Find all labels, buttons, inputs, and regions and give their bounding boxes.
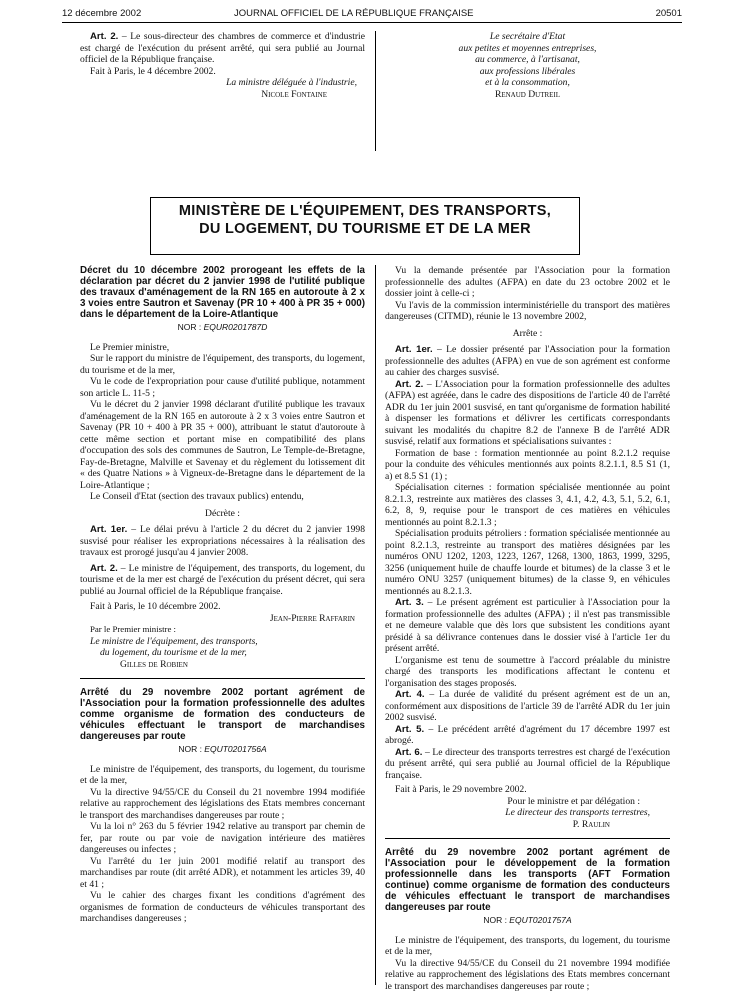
ministry-banner	[150, 197, 580, 255]
paragraph: Spécialisation citernes : formation spécialisée mentionnée au point 8.2.1.3, restreinte aux matières des classes 3, 4.1, 4.2, 4.3, 5.1, 5.2, 6.1, 6.2, 8, 9, requise pour le transport de ces matières en véhicules mentionnés au point 8.2.1.3 ;	[385, 482, 670, 528]
role-line: Le secrétaire d'Etat	[385, 31, 670, 43]
article-text: – Le délai prévu à l'article 2 du décret du 2 janvier 1998 susvisé pour réaliser les expropriations nécessaires à la réalisation des travaux est prorogé jusqu'au 4 janvier 2008.	[80, 524, 365, 558]
ministry-line: MINISTÈRE DE L'ÉQUIPEMENT, DES TRANSPORTS,	[151, 202, 579, 220]
ministry-line: DU LOGEMENT, DU TOURISME ET DE LA MER	[151, 220, 579, 238]
article-label: Art. 6.	[395, 747, 422, 758]
signatory-name: P. Raulin	[385, 819, 670, 831]
paragraph: Vu le code de l'expropriation pour cause d'utilité publique, notamment son article L. 11-5 ;	[80, 376, 365, 399]
article-label: Art. 4.	[395, 689, 425, 700]
par-line: Par le Premier ministre :	[80, 624, 365, 636]
paragraph: Formation de base : formation mentionnée au point 8.2.1.2 requise pour la conduite des véhicules mentionnés aux points 8.2.1.1, 8.5 S1 (1, a) et 8.5 S1 (1) ;	[385, 448, 670, 483]
nor-reference	[385, 915, 670, 927]
paragraph: Le Conseil d'Etat (section des travaux publics) entendu,	[80, 491, 365, 503]
article-text: – Le présent agrément est particulier à l'Association pour la formation professionnelle des adultes (AFPA) ; il n'est pas transmissible et ne demeure valable que dès lors que subsistent les conditions ayant présidé à sa délivrance contenues dans le dossier visé à l'article 1er du présent arrêté.	[385, 597, 670, 654]
article-text: – Le ministre de l'équipement, des transports, du logement, du tourisme et de la mer est chargé de l'exécution du présent décret, qui sera publié au Journal officiel de la République française.	[80, 563, 365, 597]
fait-line: Fait à Paris, le 4 décembre 2002.	[80, 66, 365, 78]
paragraph: Vu la loi n° 263 du 5 février 1942 relative au transport par chemin de fer, par route ou par voie de navigation intérieure des matières dangereuses ou infectes ;	[80, 821, 365, 856]
section-divider	[385, 838, 670, 839]
fait-line: Fait à Paris, le 29 novembre 2002.	[385, 784, 670, 796]
header-journal: JOURNAL OFFICIEL DE LA RÉPUBLIQUE FRANÇAISE	[234, 8, 474, 19]
paragraph: Le ministre de l'équipement, des transports, du logement, du tourisme et de la mer,	[80, 764, 365, 787]
nor-code: EQUR0201787D	[204, 322, 268, 332]
nor-reference	[80, 322, 365, 334]
nor-label: NOR :	[178, 322, 204, 332]
decree-title: Arrêté du 29 novembre 2002 portant agrément de l'Association pour le développement de la formation professionnelle dans les transports (AFT Formation continue) comme organisme de formation des conducteurs de véhicules effectuant le transport de marchandises dangereuses par route	[385, 847, 670, 913]
paragraph: Vu l'arrêté du 1er juin 2001 modifié relatif au transport des marchandises par route (dit arrêté ADR), et notamment les articles 39, 40 et 41 ;	[80, 856, 365, 891]
nor-label: NOR :	[483, 915, 509, 925]
role-line: au commerce, à l'artisanat,	[385, 54, 670, 66]
article-label: Art. 1er.	[395, 344, 433, 355]
fait-line: Fait à Paris, le 10 décembre 2002.	[80, 601, 365, 613]
left-column	[80, 265, 365, 925]
paragraph: Vu le décret du 2 janvier 1998 déclarant d'utilité publique les travaux d'aménagement de la RN 165 en autoroute à 2 x 3 voies entre Sautron et Savenay (PR 10 + 400 à PR 35 + 000), attribuant le statut d'autoroute à cette même section et portant mise en compatibilité des plans d'occupation des sols des communes de Sautron, Le Temple-de-Bretagne, Fay-de-Bretagne, Malville et Savenay et du règlement du lotissement dit « des Quatre Nations » à Vigneux-de-Bretagne dans le département de la Loire-Atlantique ;	[80, 399, 365, 491]
header-page-number: 20501	[656, 8, 682, 19]
paragraph: Sur le rapport du ministre de l'équipement, des transports, du logement, du tourisme et de la mer,	[80, 353, 365, 376]
section-divider	[80, 678, 365, 679]
role-line: Le ministre de l'équipement, des transports,	[80, 636, 365, 648]
paragraph: Vu la demande présentée par l'Association pour la formation professionnelle des adultes (AFPA) en date du 23 octobre 2002 et le dossier joint à celle-ci ;	[385, 265, 670, 300]
signatory-name: Nicole Fontaine	[80, 89, 365, 101]
paragraph: Le Premier ministre,	[80, 342, 365, 354]
signatory-name: Renaud Dutreil	[385, 89, 670, 101]
role-line: et à la consommation,	[385, 77, 670, 89]
signatory-role: La ministre déléguée à l'industrie,	[80, 77, 365, 89]
column-divider	[375, 31, 376, 151]
article-label: Art. 2.	[395, 379, 423, 390]
signatory-name: Gilles de Robien	[80, 659, 365, 671]
nor-reference	[80, 744, 365, 756]
top-right-block	[385, 31, 670, 100]
paragraph: Le ministre de l'équipement, des transports, du logement, du tourisme et de la mer,	[385, 935, 670, 958]
decree-title: Décret du 10 décembre 2002 prorogeant les effets de la déclaration par décret du 2 janvier 1998 de l'utilité publique des travaux d'aménagement de la RN 165 en autoroute à 2 x 3 voies entre Sautron et Savenay (PR 10 + 400 à PR 35 + 000) dans le département de la Loire-Atlantique	[80, 265, 365, 320]
article-label: Art. 5.	[395, 724, 424, 735]
paragraph: Vu le cahier des charges fixant les conditions d'agrément des organismes de formation de conducteurs de véhicules transportant des marchandises dangereuses ;	[80, 890, 365, 925]
paragraph: Spécialisation produits pétroliers : formation spécialisée mentionnée au point 8.2.1.3, restreinte au transport des matières désignées par les numéros ONU 1202, 1203, 1223, 1267, 1268, 1300, 1863, 1999, 3295, 3256 (uniquement huile de chauffe lourde et bitumes) de la classe 3 et le numéro ONU 3257 (uniquement bitumes) de la classe 9, en véhicules mentionnés au 8.2.1.3.	[385, 528, 670, 597]
role-line: Le directeur des transports terrestres,	[385, 807, 670, 819]
article-label: Art. 2.	[90, 563, 118, 574]
delegation-line: Pour le ministre et par délégation :	[385, 796, 670, 808]
article-text: – Le précédent arrêté d'agrément du 17 décembre 1997 est abrogé.	[385, 724, 670, 747]
paragraph: Vu la directive 94/55/CE du Conseil du 21 novembre 1994 modifiée relative au rapprochement des législations des Etats membres concernant le transport des marchandises dangereuses par route ;	[80, 787, 365, 822]
article-text: – L'Association pour la formation professionnelle des adultes (AFPA) est agréée, dans le cadre des dispositions de l'article 40 de l'arrêté ADR du 1er juin 2001 susvisé, en tant qu'organisme de formation habilité à dispenser les formations et délivrer les certificats correspondants suivant les modalités du chapitre 8.2 de l'annexe B de l'arrêté ADR susvisé, relatif aux formations et spécialisations suivantes :	[385, 379, 670, 448]
role-line: aux professions libérales	[385, 66, 670, 78]
paragraph: Vu l'avis de la commission interministérielle du transport des matières dangereuses (CITMD), réunie le 13 novembre 2002,	[385, 300, 670, 323]
column-divider	[375, 265, 376, 985]
running-header	[62, 8, 682, 23]
nor-code: EQUT0201757A	[509, 915, 571, 925]
article-text: – Le dossier présenté par l'Association pour la formation professionnelle des adultes (AFPA) en vue de son agrément est conforme au cahier des charges susvisé.	[385, 344, 670, 378]
decrete-heading: Décrète :	[80, 508, 365, 520]
article-text: – La durée de validité du présent agrément est de un an, conformément aux dispositions de l'article 39 de l'arrêté ADR du 1er juin 2002 susvisé.	[385, 689, 670, 723]
article-label: Art. 3.	[395, 597, 424, 608]
paragraph: L'organisme est tenu de soumettre à l'accord préalable du ministre chargé des transports les modifications affectant le contenu et l'organisation des stages proposés.	[385, 655, 670, 690]
arrete-heading: Arrête :	[385, 328, 670, 340]
right-column	[385, 265, 670, 992]
nor-label: NOR :	[178, 744, 204, 754]
role-line: aux petites et moyennes entreprises,	[385, 43, 670, 55]
signatory-name: Jean-Pierre Raffarin	[80, 613, 365, 625]
top-left-block	[80, 31, 365, 100]
nor-code: EQUT0201756A	[204, 744, 266, 754]
article-text: – Le sous-directeur des chambres de commerce et d'industrie est chargé de l'exécution du présent arrêté, qui sera publié au Journal officiel de la République française.	[80, 31, 365, 65]
article-text: – Le directeur des transports terrestres est chargé de l'exécution du présent arrêté, qui sera publié au Journal officiel de la République française.	[385, 747, 670, 781]
decree-title: Arrêté du 29 novembre 2002 portant agrément de l'Association pour la formation professionnelle des adultes comme organisme de formation des conducteurs de véhicules effectuant le transport de marchandises dangereuses par route	[80, 687, 365, 742]
paragraph: Vu la directive 94/55/CE du Conseil du 21 novembre 1994 modifiée relative au rapprochement des législations des Etats membres concernant le transport des marchandises dangereuses par route ;	[385, 958, 670, 992]
role-line: du logement, du tourisme et de la mer,	[80, 647, 365, 659]
article-label: Art. 1er.	[90, 524, 127, 535]
header-date: 12 décembre 2002	[62, 8, 141, 19]
article-label: Art. 2.	[90, 31, 118, 42]
